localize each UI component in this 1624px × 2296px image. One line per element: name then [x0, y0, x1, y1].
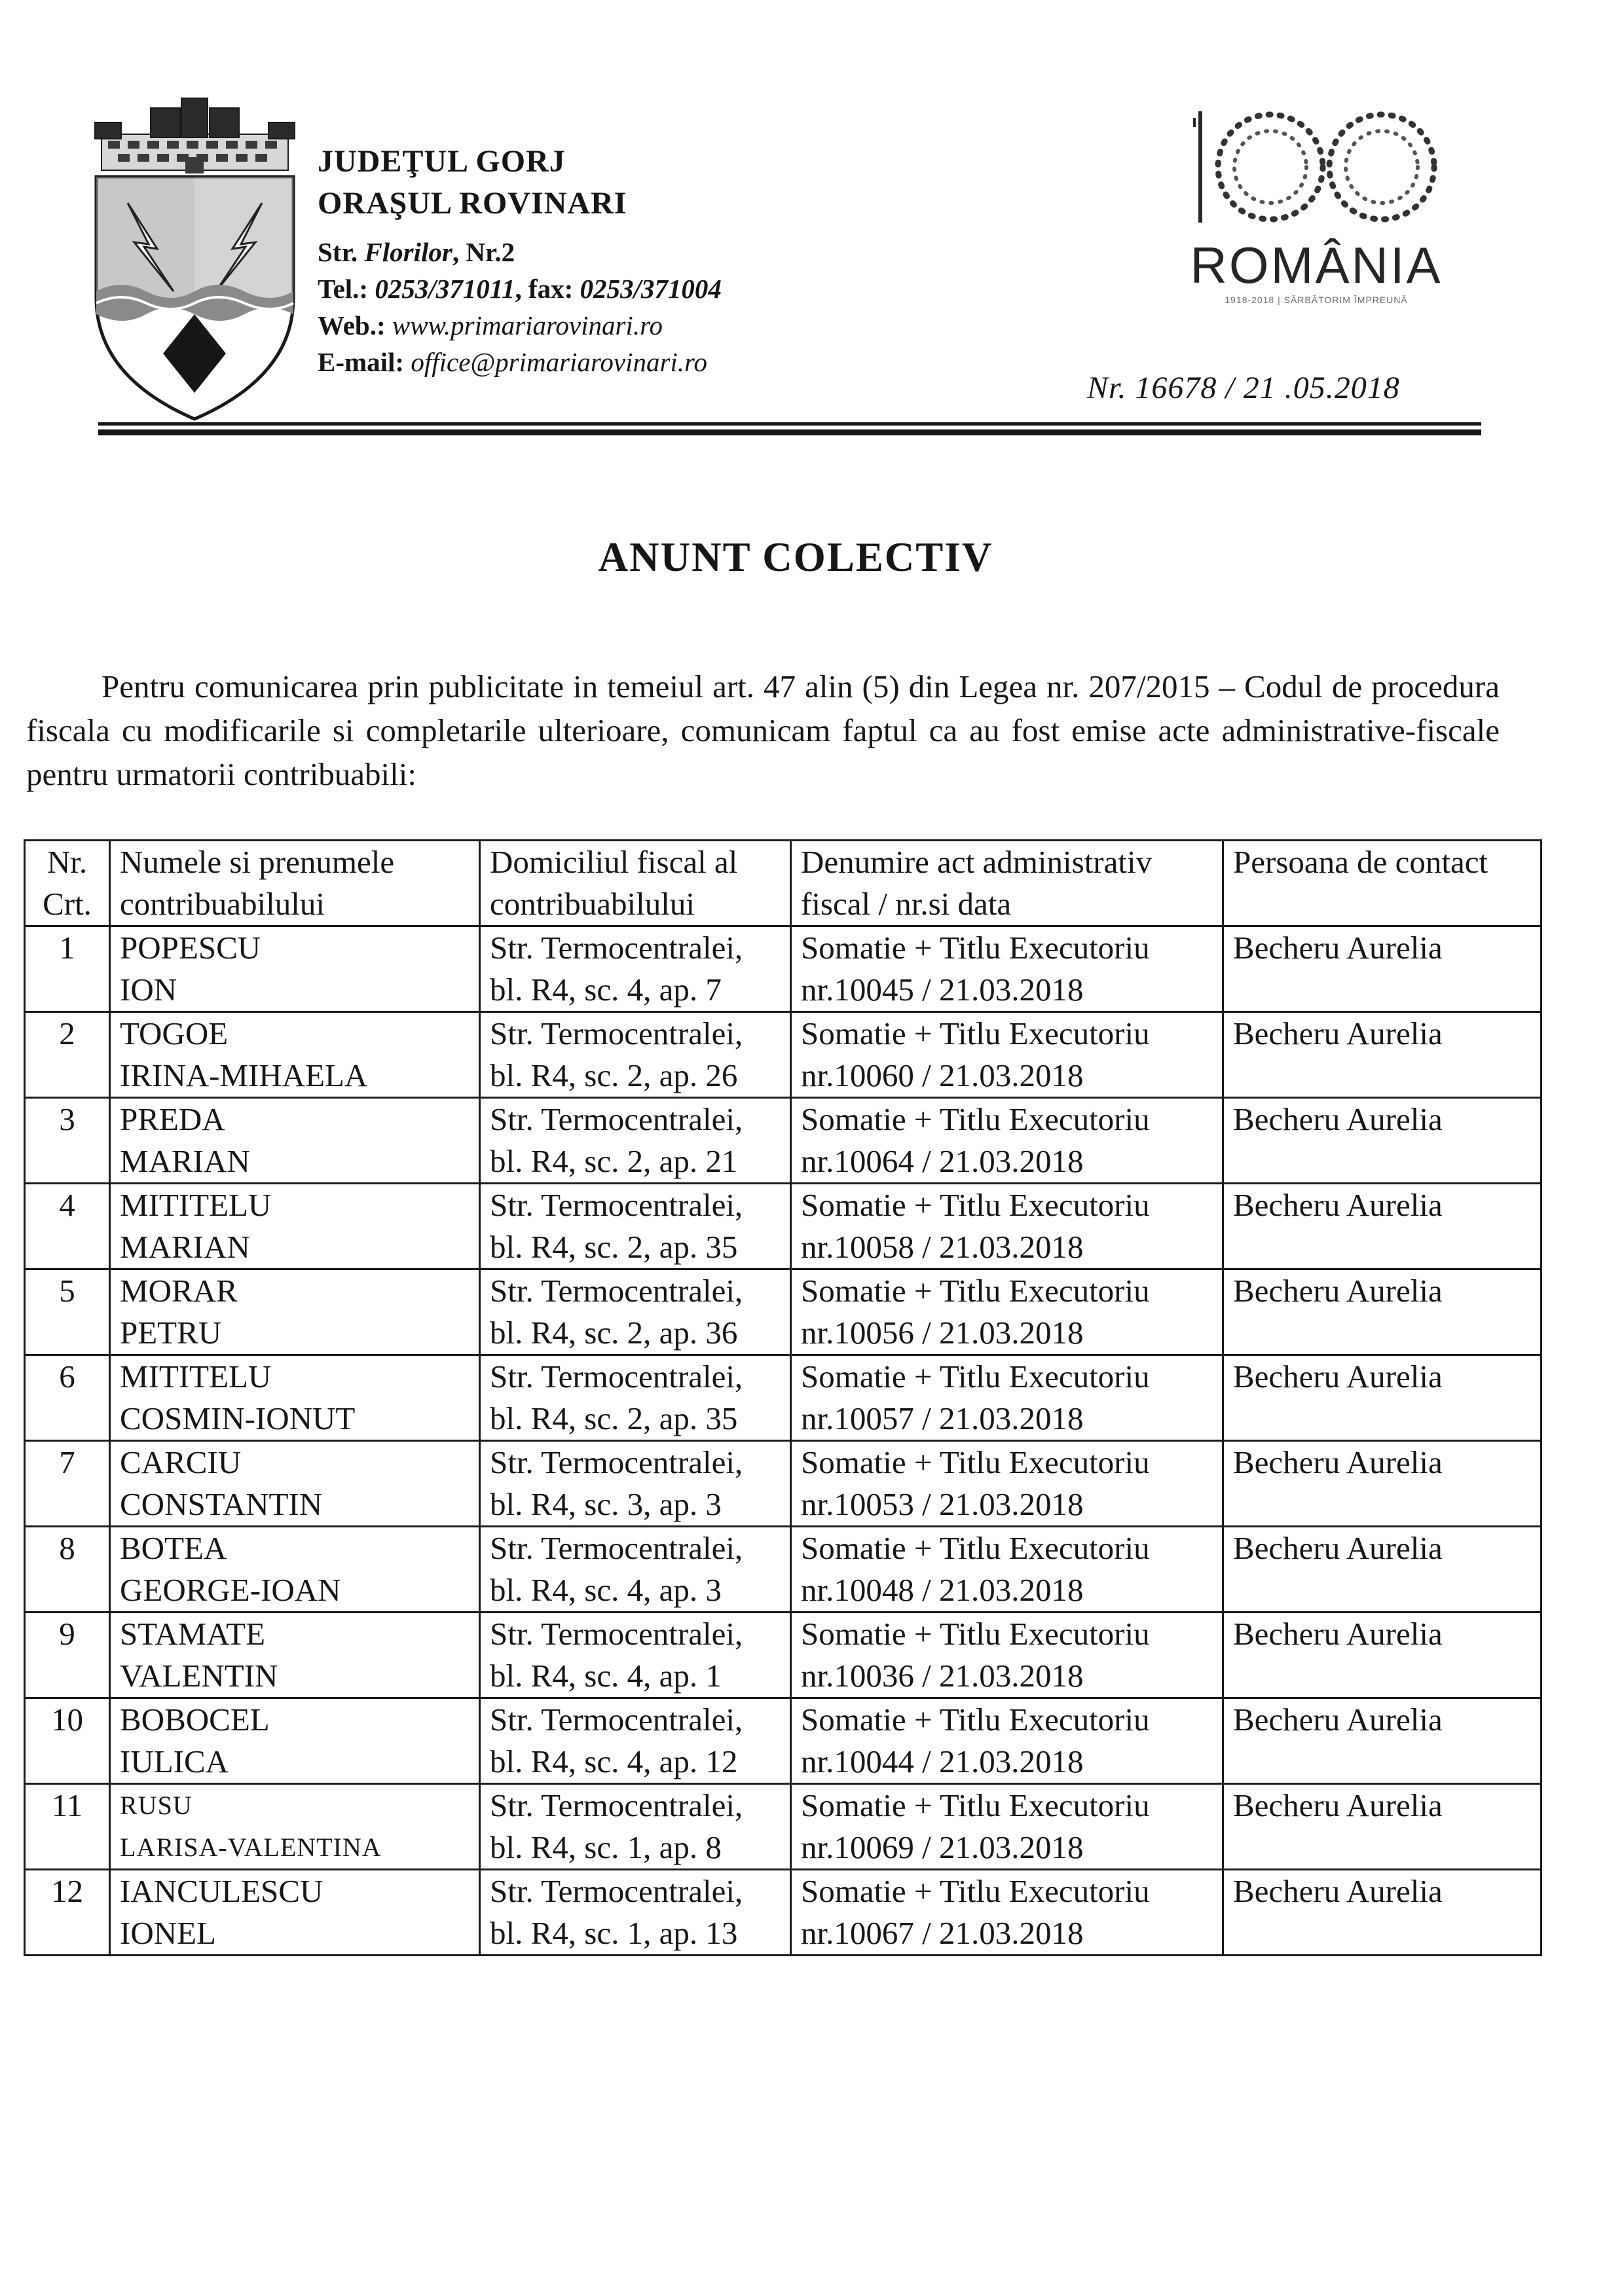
table-header-row	[25, 841, 1541, 926]
taxpayer-name: BOBOCEL IULICA	[110, 1698, 480, 1784]
street-label: Str.	[318, 237, 358, 267]
taxpayer-name: CARCIU CONSTANTIN	[110, 1441, 480, 1527]
contact-person: Becheru Aurelia	[1223, 1098, 1541, 1184]
row-number: 7	[25, 1441, 110, 1527]
coat-of-arms-icon	[88, 95, 301, 422]
contact-person: Becheru Aurelia	[1223, 1355, 1541, 1441]
fiscal-act: Somatie + Titlu Executoriu nr.10058 / 21.03.2018	[791, 1184, 1223, 1269]
taxpayer-address: Str. Termocentralei, bl. R4, sc. 4, ap. 12	[480, 1698, 791, 1784]
contact-person: Becheru Aurelia	[1223, 1784, 1541, 1870]
contact-person: Becheru Aurelia	[1223, 926, 1541, 1012]
taxpayer-name: BOTEA GEORGE-IOAN	[110, 1527, 480, 1613]
row-number: 9	[25, 1613, 110, 1698]
table-row	[25, 1698, 1541, 1784]
fiscal-act: Somatie + Titlu Executoriu nr.10053 / 21.03.2018	[791, 1441, 1223, 1527]
header-address: Domiciliul fiscal al contribuabilului	[480, 841, 791, 926]
header-contact: Persoana de contact	[1223, 841, 1541, 926]
taxpayer-name: POPESCU ION	[110, 926, 480, 1012]
fiscal-act: Somatie + Titlu Executoriu nr.10048 / 21.03.2018	[791, 1527, 1223, 1613]
table-row	[25, 1098, 1541, 1184]
fax-value: 0253/371004	[580, 274, 722, 304]
table-row	[25, 1784, 1541, 1870]
table-row	[25, 1184, 1541, 1269]
contact-person: Becheru Aurelia	[1223, 1698, 1541, 1784]
web-link[interactable]: www.primariarovinari.ro	[392, 310, 663, 340]
taxpayer-name: STAMATE VALENTIN	[110, 1613, 480, 1698]
tel-value: 0253/371011	[375, 274, 515, 304]
centenary-word: ROMÂNIA	[1190, 236, 1443, 294]
taxpayer-address: Str. Termocentralei, bl. R4, sc. 1, ap. 8	[480, 1784, 791, 1870]
taxpayers-table	[24, 839, 1542, 1956]
street-name: Florilor	[364, 237, 452, 267]
taxpayers-table-body	[25, 841, 1541, 1956]
row-number: 10	[25, 1698, 110, 1784]
header-rule-bottom	[98, 429, 1481, 435]
street-number: , Nr.2	[452, 237, 515, 267]
table-row	[25, 1355, 1541, 1441]
table-row	[25, 1613, 1541, 1698]
taxpayer-name: MITITELU COSMIN-IONUT	[110, 1355, 480, 1441]
table-row	[25, 1870, 1541, 1956]
taxpayer-address: Str. Termocentralei, bl. R4, sc. 2, ap. 21	[480, 1098, 791, 1184]
intro-paragraph: Pentru comunicarea prin publicitate in temeiul art. 47 alin (5) din Legea nr. 207/2015 – Codul de procedura fiscala cu modificarile si completarile ulterioare, comunicam faptul ca au fost emise acte administrative-fiscale pentru urmatorii contribuabili:	[26, 668, 1500, 792]
contact-person: Becheru Aurelia	[1223, 1527, 1541, 1613]
taxpayer-address: Str. Termocentralei, bl. R4, sc. 1, ap. 13	[480, 1870, 791, 1956]
email-line	[318, 344, 722, 380]
row-number: 6	[25, 1355, 110, 1441]
contact-person: Becheru Aurelia	[1223, 1184, 1541, 1269]
fiscal-act: Somatie + Titlu Executoriu nr.10044 / 21.03.2018	[791, 1698, 1223, 1784]
header-nr: Nr. Crt.	[25, 841, 110, 926]
taxpayer-name: MITITELU MARIAN	[110, 1184, 480, 1269]
taxpayer-name: TOGOE IRINA-MIHAELA	[110, 1012, 480, 1098]
taxpayer-address: Str. Termocentralei, bl. R4, sc. 4, ap. 7	[480, 926, 791, 1012]
contact-person: Becheru Aurelia	[1223, 1441, 1541, 1527]
town-name: ORAŞUL ROVINARI	[318, 186, 627, 221]
row-number: 12	[25, 1870, 110, 1956]
contact-person: Becheru Aurelia	[1223, 1012, 1541, 1098]
taxpayer-name: IANCULESCU IONEL	[110, 1870, 480, 1956]
address-line	[318, 234, 722, 270]
email-label: E-mail:	[318, 347, 405, 377]
fiscal-act: Somatie + Titlu Executoriu nr.10056 / 21.03.2018	[791, 1269, 1223, 1355]
fiscal-act: Somatie + Titlu Executoriu nr.10045 / 21.03.2018	[791, 926, 1223, 1012]
letterhead	[318, 141, 722, 380]
fiscal-act: Somatie + Titlu Executoriu nr.10060 / 21.03.2018	[791, 1012, 1223, 1098]
row-number: 8	[25, 1527, 110, 1613]
row-number: 4	[25, 1184, 110, 1269]
document-title: ANUNT COLECTIV	[598, 534, 993, 580]
fax-label: , fax:	[515, 274, 574, 304]
header-rule-top	[98, 422, 1481, 426]
table-row	[25, 1441, 1541, 1527]
taxpayer-name: PREDA MARIAN	[110, 1098, 480, 1184]
table-row	[25, 1269, 1541, 1355]
fiscal-act: Somatie + Titlu Executoriu nr.10067 / 21.03.2018	[791, 1870, 1223, 1956]
row-number: 3	[25, 1098, 110, 1184]
fiscal-act: Somatie + Titlu Executoriu nr.10057 / 21.03.2018	[791, 1355, 1223, 1441]
taxpayer-name: RUSU LARISA-VALENTINA	[110, 1784, 480, 1870]
email-link[interactable]: office@primariarovinari.ro	[411, 347, 707, 377]
row-number: 2	[25, 1012, 110, 1098]
row-number: 5	[25, 1269, 110, 1355]
contact-person: Becheru Aurelia	[1223, 1269, 1541, 1355]
table-row	[25, 1527, 1541, 1613]
taxpayer-address: Str. Termocentralei, bl. R4, sc. 2, ap. 35	[480, 1184, 791, 1269]
taxpayer-name: MORAR PETRU	[110, 1269, 480, 1355]
taxpayer-address: Str. Termocentralei, bl. R4, sc. 2, ap. 26	[480, 1012, 791, 1098]
centenary-subtitle: 1918-2018 | SĂRBĂTORIM ÎMPREUNĂ	[1225, 295, 1408, 305]
taxpayer-address: Str. Termocentralei, bl. R4, sc. 2, ap. 35	[480, 1355, 791, 1441]
row-number: 1	[25, 926, 110, 1012]
header-act: Denumire act administrativ fiscal / nr.si data	[791, 841, 1223, 926]
web-line	[318, 307, 722, 344]
contact-person: Becheru Aurelia	[1223, 1870, 1541, 1956]
fiscal-act: Somatie + Titlu Executoriu nr.10064 / 21.03.2018	[791, 1098, 1223, 1184]
taxpayer-address: Str. Termocentralei, bl. R4, sc. 4, ap. 1	[480, 1613, 791, 1698]
row-number: 11	[25, 1784, 110, 1870]
county-name: JUDEŢUL GORJ	[318, 144, 566, 179]
phone-line	[318, 270, 722, 307]
header-name: Numele si prenumele contribuabilului	[110, 841, 480, 926]
taxpayer-address: Str. Termocentralei, bl. R4, sc. 4, ap. 3	[480, 1527, 791, 1613]
table-row	[25, 926, 1541, 1012]
contact-person: Becheru Aurelia	[1223, 1613, 1541, 1698]
taxpayer-address: Str. Termocentralei, bl. R4, sc. 2, ap. 36	[480, 1269, 791, 1355]
table-row	[25, 1012, 1541, 1098]
tel-label: Tel.:	[318, 274, 369, 304]
taxpayer-address: Str. Termocentralei, bl. R4, sc. 3, ap. 3	[480, 1441, 791, 1527]
fiscal-act: Somatie + Titlu Executoriu nr.10036 / 21.03.2018	[791, 1613, 1223, 1698]
fiscal-act: Somatie + Titlu Executoriu nr.10069 / 21.03.2018	[791, 1784, 1223, 1870]
registration-number: Nr. 16678 / 21 .05.2018	[1087, 371, 1400, 405]
web-label: Web.:	[318, 310, 386, 340]
